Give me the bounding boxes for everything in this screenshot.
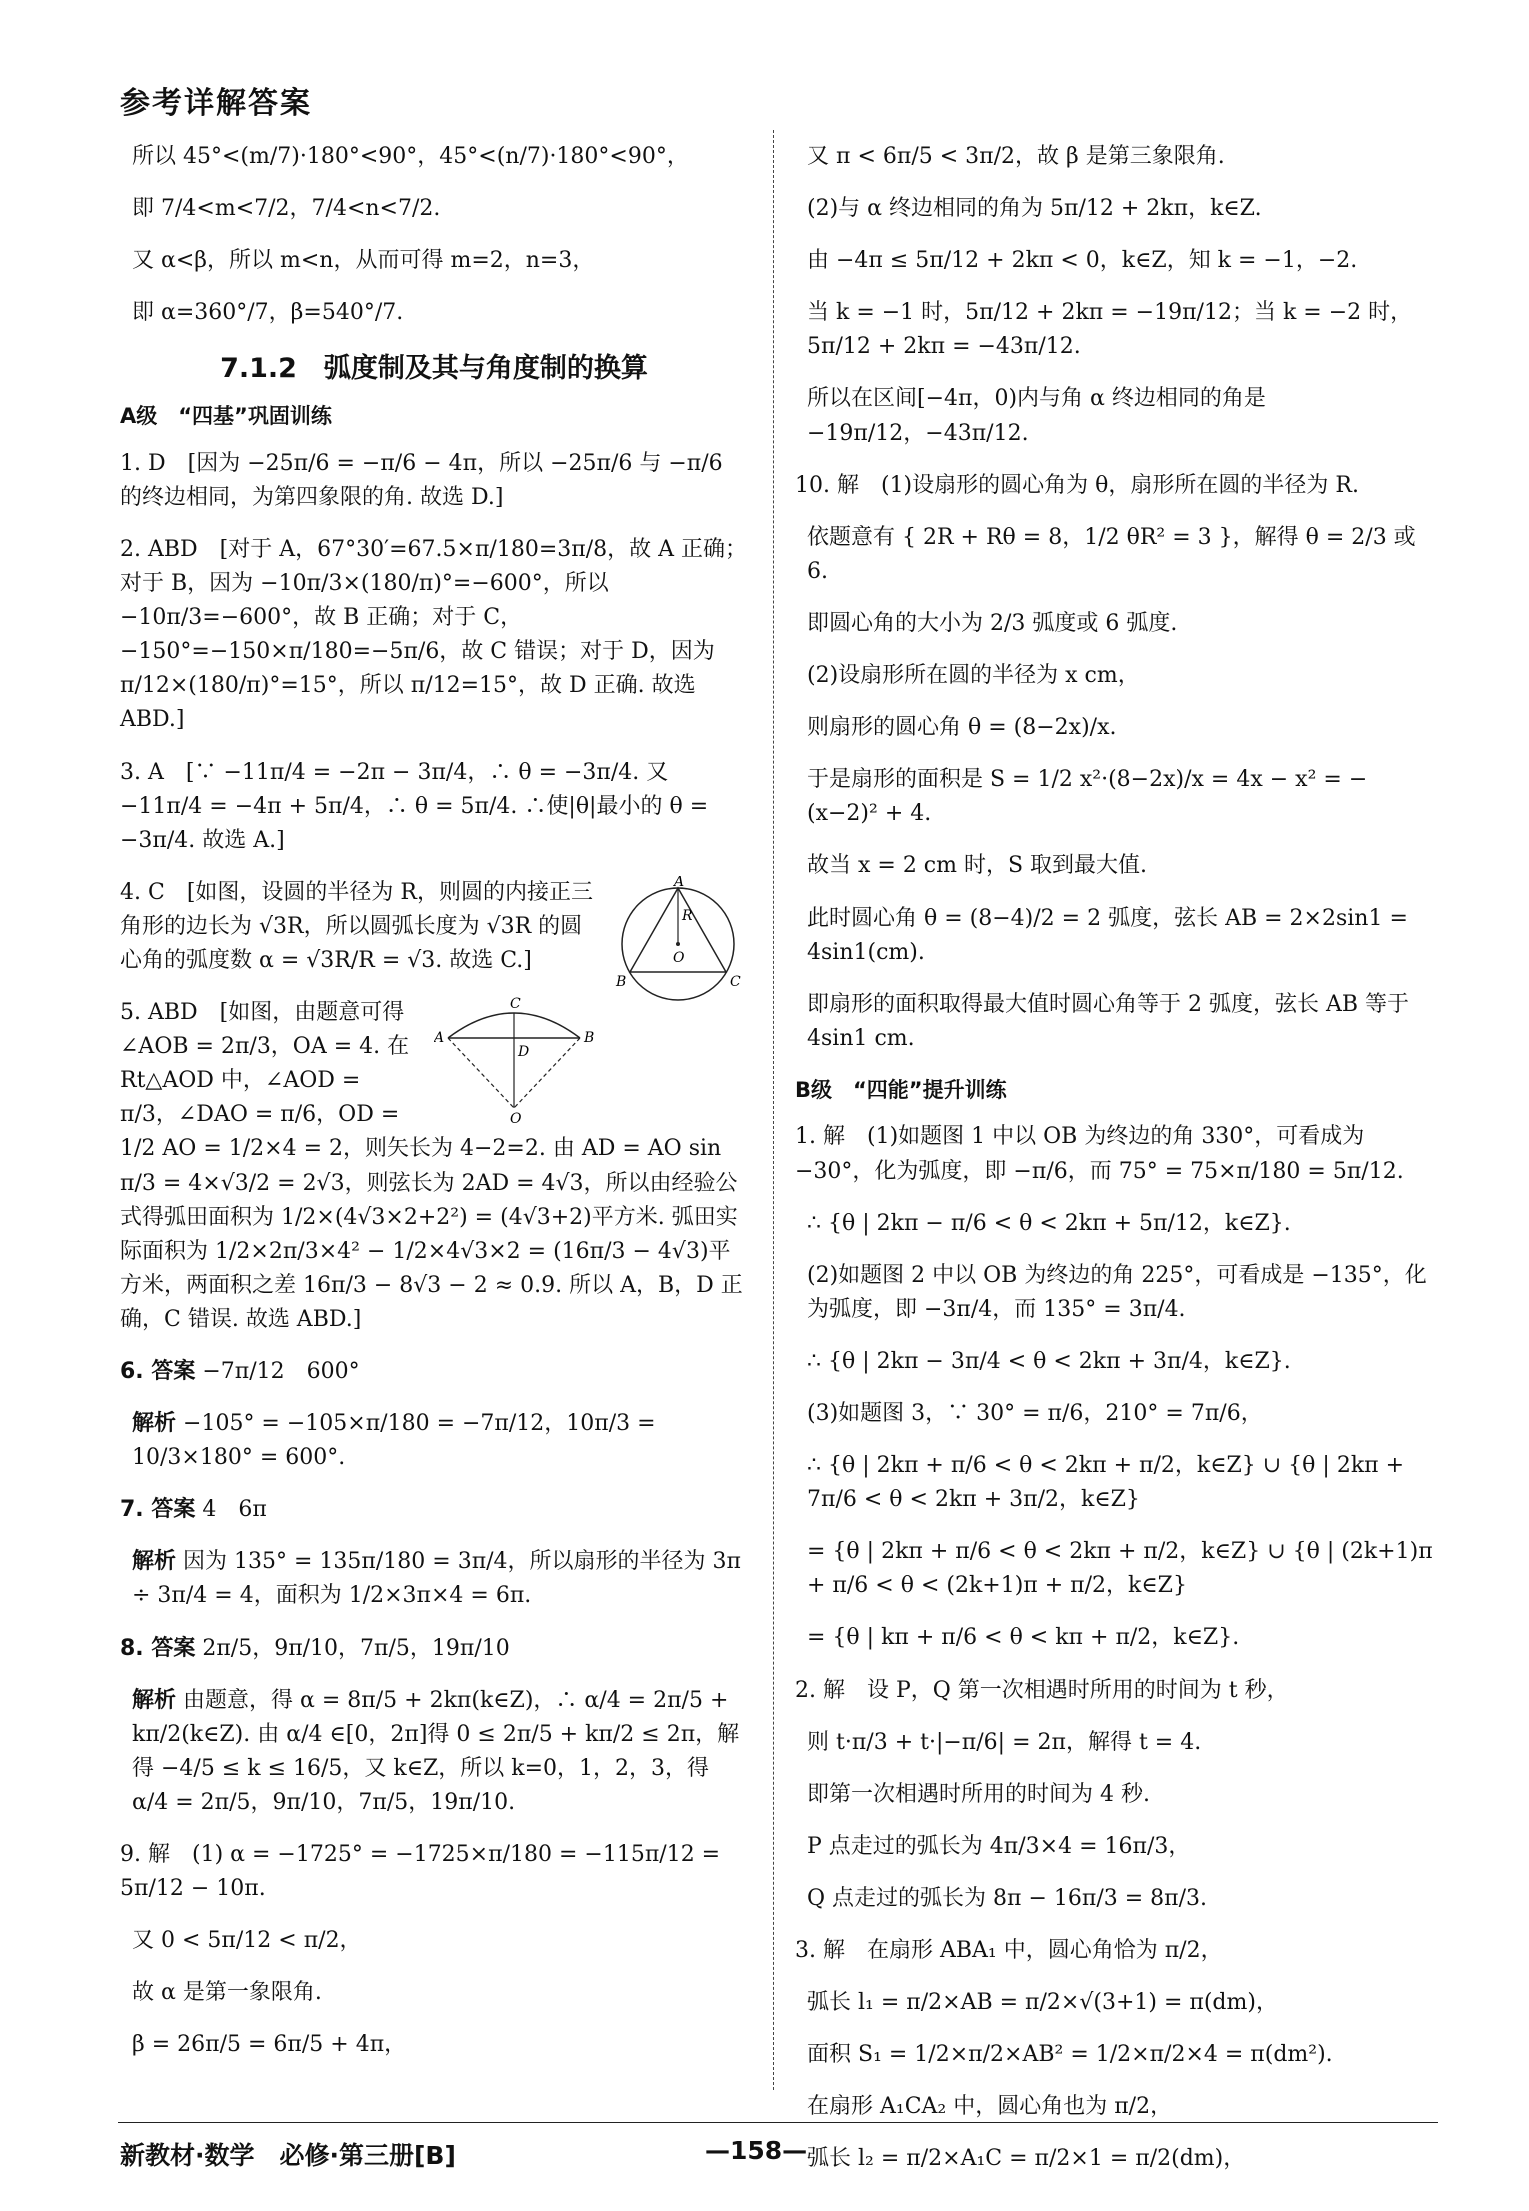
text-line: = {θ | kπ + π/6 < θ < kπ + π/2，k∈Z}. [807,1625,1240,1651]
text-line: 弧长 l₂ = π/2×A₁C = π/2×1 = π/2(dm)， [807,2146,1246,2172]
text-line: 故当 x = 2 cm 时，S 取到最大值. [807,853,1148,879]
answer-item-5 [120,996,748,1337]
fig4-label-a: A [674,875,685,890]
answer-label: 6. 答案 [120,1359,196,1385]
analysis-6 [120,1407,748,1475]
text-line: 所以 45°<(m/7)·180°<90°，45°<(n/7)·180°<90°， [132,144,689,169]
text-line: ∴ {θ | 2kπ + π/6 < θ < 2kπ + π/2，k∈Z} ∪ {θ | 2kπ + 7π/6 < θ < 2kπ + 3π/2，k∈Z} [807,1453,1405,1513]
solution-10: 10. 解 (1)设扇形的圆心角为 θ，扇形所在圆的半径为 R. [795,472,1359,498]
inscribed-triangle-figure [608,876,748,1006]
text-line: 又 0 < 5π/12 < π/2， [132,1928,362,1954]
fig5-label-c: C [510,996,521,1013]
fig5-label-o: O [510,1111,522,1127]
solution-b1: 1. 解 (1)如题图 1 中以 OB 为终边的角 330°，可看成为 −30°，化为弧度，即 −π/6，而 75° = 75×π/180 = 5π/12. [795,1124,1404,1184]
text-line: (2)如题图 2 中以 OB 为终边的角 225°，可看成是 −135°，化为弧度，即 −3π/4，而 135° = 3π/4. [807,1262,1427,1322]
text-line: P 点走过的弧长为 4π/3×4 = 16π/3， [807,1833,1191,1859]
analysis-label: 解析 [132,1411,177,1437]
answer-value: 2π/5，9π/10，7π/5，19π/10 [202,1635,510,1661]
text-line: 此时圆心角 θ = (8−4)/2 = 2 弧度，弦长 AB = 2×2sin1 = 4sin1(cm). [807,905,1408,965]
solution-b2: 2. 解 设 P，Q 第一次相遇时所用的时间为 t 秒， [795,1677,1289,1703]
left-column [120,140,748,2081]
text-line: = {θ | 2kπ + π/6 < θ < 2kπ + π/2，k∈Z} ∪ {θ | (2k+1)π + π/6 < θ < (2k+1)π + π/2，k∈Z} [807,1539,1433,1599]
fig4-label-b: B [616,973,627,990]
answer-item-5-text: 5. ABD [如图，由题意可得 ∠AOB = 2π/3，OA = 4. 在 Rt△AOD 中，∠AOD = π/3，∠DAO = π/6，OD = 1/2 AO = 1/2×4 = 2，则矢长为 4−2=2. 由 AD = AO sin π/3 = 4×√3/2 = 2√3，则弦长为 2AD = 4√3，所以由经验公式得弧田面积为 1/2×(4√3×2+2²) = (4√3+2)平方米. 弧田实际面积为 1/2×2π/3×4² − 1/2×4√3×2 = (16π/3 − 4√3)平方米，两面积之差 16π/3 − 8√3 − 2 ≈ 0.9. 所以 A，B，D 正确，C 错误. 故选 ABD.] [120,1000,743,1332]
answer-item-4-text: 4. C [如图，设圆的半径为 R，则圆的内接正三角形的边长为 √3R，所以圆弧长度为 √3R 的圆心角的弧度数 α = √3R/R = √3. 故选 C.] [120,879,593,973]
level-b-heading: B级 “四能”提升训练 [795,1077,1007,1102]
text-line: 面积 S₁ = 1/2×π/2×AB² = 1/2×π/2×4 = π(dm²). [807,2042,1333,2068]
text-line: 依题意有 { 2R + Rθ = 8，1/2 θR² = 3 }，解得 θ = 2/3 或 6. [807,524,1416,584]
answer-item-4 [120,875,748,990]
text-line: 即扇形的面积取得最大值时圆心角等于 2 弧度，弦长 AB 等于 4sin1 cm. [807,991,1410,1051]
text-line: 则扇形的圆心角 θ = (8−2x)/x. [807,715,1117,741]
analysis-text: −105° = −105×π/180 = −7π/12，10π/3 = 10/3×180° = 600°. [132,1411,656,1471]
text-line: ∴ {θ | 2kπ − 3π/4 < θ < 2kπ + 3π/4，k∈Z}. [807,1348,1291,1374]
arc-field-figure [434,996,594,1126]
text-line: 即 α=360°/7，β=540°/7. [132,300,404,326]
text-line: 所以在区间[−4π，0)内与角 α 终边相同的角是 −19π/12，−43π/12. [807,386,1266,446]
footer-rule [118,2122,1438,2123]
answer-value: 4 6π [202,1497,267,1523]
level-a-heading: A级 “四基”巩固训练 [120,404,332,429]
text-line: 即第一次相遇时所用的时间为 4 秒. [807,1781,1150,1807]
text-line: (2)与 α 终边相同的角为 5π/12 + 2kπ，k∈Z. [807,196,1262,222]
page-number: —158— [705,2136,808,2165]
text-line: 弧长 l₁ = π/2×AB = π/2×√(3+1) = π(dm)， [807,1990,1278,2016]
text-line: 在扇形 A₁CA₂ 中，圆心角也为 π/2， [807,2094,1173,2120]
page-header: 参考详解答案 [120,86,312,121]
solution-9: 9. 解 (1) α = −1725° = −1725×π/180 = −115π/12 = 5π/12 − 10π. [120,1842,721,1902]
text-line: β = 26π/5 = 6π/5 + 4π， [132,2032,407,2058]
answer-item: 1. D [因为 −25π/6 = −π/6 − 4π，所以 −25π/6 与 −π/6 的终边相同，为第四象限的角. 故选 D.] [120,450,723,510]
analysis-8 [120,1684,748,1820]
analysis-text: 因为 135° = 135π/180 = 3π/4，所以扇形的半径为 3π ÷ 3π/4 = 4，面积为 1/2×3π×4 = 6π. [132,1549,742,1609]
answer-item: 3. A [∵ −11π/4 = −2π − 3π/4，∴ θ = −3π/4. 又 −11π/4 = −4π + 5π/4，∴ θ = 5π/4. ∴使|θ|最小的 θ = −3π/4. 故选 A.] [120,759,709,853]
text-line: 故 α 是第一象限角. [132,1980,322,2006]
answer-label: 8. 答案 [120,1635,196,1661]
fig5-label-d: D [518,1044,530,1061]
answer-value: −7π/12 600° [202,1359,360,1385]
answer-label: 7. 答案 [120,1497,196,1523]
right-column [795,140,1435,2194]
analysis-text: 由题意，得 α = 8π/5 + 2kπ(k∈Z)，∴ α/4 = 2π/5 + kπ/2(k∈Z). 由 α/4 ∈[0，2π]得 0 ≤ 2π/5 + kπ/2 ≤ 2π，解得 −4/5 ≤ k ≤ 16/5，又 k∈Z，所以 k=0，1，2，3，得 α/4 = 2π/5，9π/10，7π/5，19π/10. [132,1687,740,1815]
fig5-label-a: A [434,1030,445,1047]
text-line: 又 α<β，所以 m<n，从而可得 m=2，n=3， [132,248,595,274]
text-line: Q 点走过的弧长为 8π − 16π/3 = 8π/3. [807,1885,1208,1911]
analysis-label: 解析 [132,1687,177,1713]
fig4-label-o: O [673,949,685,966]
answer-item-6 [120,1355,748,1389]
section-title: 7.1.2 弧度制及其与角度制的换算 [220,353,648,385]
answer-item: 2. ABD [对于 A，67°30′=67.5×π/180=3π/8，故 A 正确；对于 B，因为 −10π/3×(180/π)°=−600°，所以 −10π/3=−600°，故 B 正确；对于 C，−150°=−150×π/180=−5π/6，故 C 错误；对于 D，因为 π/12×(180/π)°=15°，所以 π/12=15°，故 D 正确. 故选 ABD.] [120,536,748,733]
text-line: (3)如题图 3，∵ 30° = π/6，210° = 7π/6， [807,1400,1263,1426]
text-line: 即圆心角的大小为 2/3 弧度或 6 弧度. [807,610,1178,636]
fig5-label-b: B [584,1030,594,1047]
text-line: 即 7/4<m<7/2，7/4<n<7/2. [132,196,441,222]
text-line: 当 k = −1 时，5π/12 + 2kπ = −19π/12；当 k = −2 时，5π/12 + 2kπ = −43π/12. [807,300,1413,360]
fig4-label-c: C [730,973,741,990]
analysis-7 [120,1545,748,1613]
book-title-footer: 新教材·数学 必修·第三册[B] [120,2141,456,2170]
text-line: 由 −4π ≤ 5π/12 + 2kπ < 0，k∈Z，知 k = −1，−2. [807,248,1358,274]
text-line: 于是扇形的面积是 S = 1/2 x²·(8−2x)/x = 4x − x² = −(x−2)² + 4. [807,767,1368,827]
analysis-label: 解析 [132,1549,177,1575]
fig4-label-r: R [682,907,693,924]
column-divider [773,130,774,2090]
solution-b3: 3. 解 在扇形 ABA₁ 中，圆心角恰为 π/2， [795,1938,1223,1964]
answer-item-8 [120,1632,748,1666]
text-line: 则 t·π/3 + t·|−π/6| = 2π，解得 t = 4. [807,1729,1202,1755]
text-line: (2)设扇形所在圆的半径为 x cm， [807,663,1140,689]
text-line: ∴ {θ | 2kπ − π/6 < θ < 2kπ + 5π/12，k∈Z}. [807,1210,1291,1236]
text-line: 又 π < 6π/5 < 3π/2，故 β 是第三象限角. [807,144,1225,169]
answer-item-7 [120,1493,748,1527]
